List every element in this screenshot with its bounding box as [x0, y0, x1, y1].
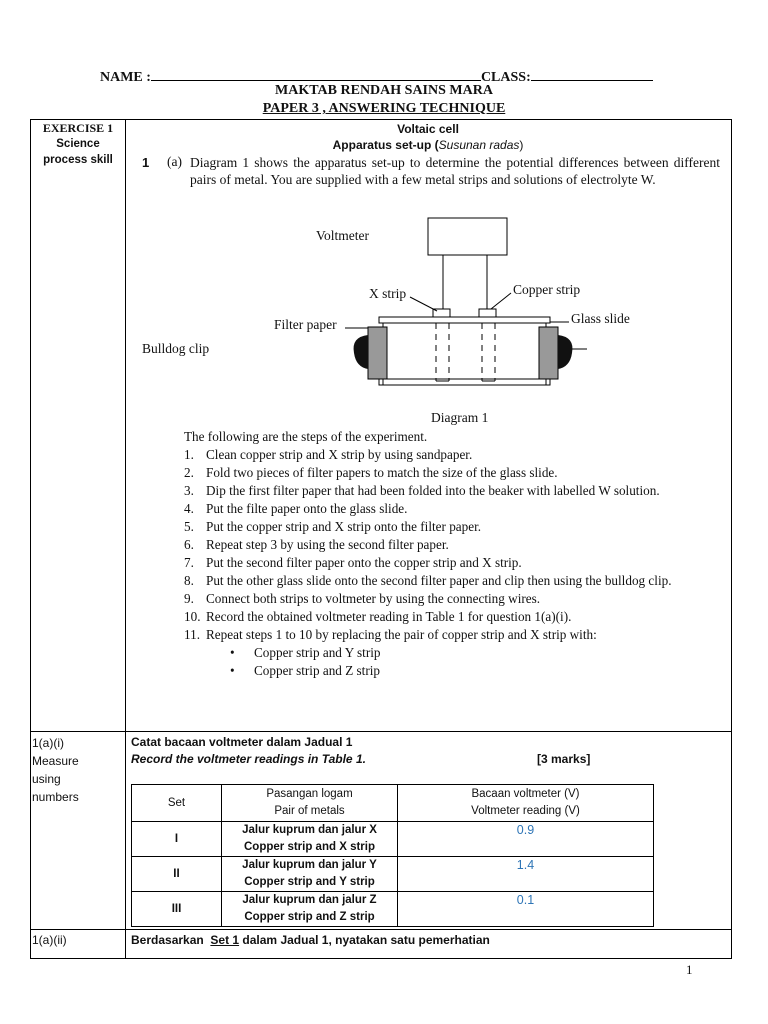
step-item: 6. Repeat step 3 by using the second filter paper.	[184, 537, 449, 552]
voltmeter-box	[428, 218, 507, 255]
step-item: 5. Put the copper strip and X strip onto the filter paper.	[184, 519, 482, 534]
row-pair: Jalur kuprum dan jalur X Copper strip and X strip	[222, 822, 398, 857]
subtitle-ms: Susunan radas	[438, 138, 520, 152]
row-reading[interactable]	[398, 892, 654, 927]
skill-line-2: process skill	[43, 154, 113, 166]
reading-value[interactable]: 1.4	[516, 858, 535, 872]
glass-slide-label: Glass slide	[571, 311, 630, 326]
table-left-border	[30, 119, 31, 958]
q1ai-code: 1(a)(i)	[32, 736, 64, 750]
step-text: Put the other glass slide onto the second filter paper and clip then using the bulldog clip.	[206, 573, 672, 588]
table-row	[132, 857, 654, 892]
q1ai-instruction-en: Record the voltmeter readings in Table 1.	[131, 752, 366, 766]
bullet-text: Copper strip and Y strip	[254, 645, 381, 660]
paper-title: PAPER 3 , ANSWERING TECHNIQUE	[262, 101, 506, 116]
school-title: MAKTAB RENDAH SAINS MARA	[275, 83, 493, 98]
left-clip-plate	[368, 327, 387, 379]
bulldog-clip-label: Bulldog clip	[142, 341, 210, 356]
top-glass-slide	[379, 317, 550, 323]
step-item: 11. Repeat steps 1 to 10 by replacing the pair of copper strip and X strip with:	[184, 627, 597, 642]
right-clip-plate	[539, 327, 558, 379]
step-item: 4. Put the filte paper onto the glass slide.	[184, 501, 408, 516]
q1ai-skill-cell	[32, 734, 124, 806]
q1aii-code: 1(a)(ii)	[32, 933, 67, 947]
bullet-text: Copper strip and Z strip	[254, 663, 380, 678]
table-row-divider-2	[30, 929, 732, 930]
q1aii-set-ref: Set 1	[210, 933, 240, 947]
step-item: 9. Connect both strips to voltmeter by using the connecting wires.	[184, 591, 541, 606]
subtitle-en: Apparatus set-up (	[332, 138, 439, 152]
q1aii-prefix: Berdasarkan	[131, 933, 204, 947]
section-subtitle	[125, 138, 731, 152]
q1aii-suffix: dalam Jadual 1, nyatakan satu pemerhatian	[242, 933, 490, 947]
page-number: 1	[686, 962, 693, 977]
q1ai-skill-1: Measure	[32, 754, 79, 768]
name-blank	[151, 66, 481, 81]
row-reading[interactable]	[398, 822, 654, 857]
q1ai-marks: [3 marks]	[537, 752, 591, 766]
subtitle-close: )	[519, 138, 524, 152]
step-item: 8. Put the other glass slide onto the second filter paper and clip then using the bulldog clip.	[184, 572, 724, 590]
filter-paper-body	[383, 323, 546, 385]
step-item: 1. Clean copper strip and X strip by using sandpaper.	[184, 447, 473, 462]
skill-line-1: Science	[56, 138, 100, 150]
row-pair: Jalur kuprum dan jalur Y Copper strip and Y strip	[222, 857, 398, 892]
question-text-body: Diagram 1 shows the apparatus set-up to determine the potential differences between different pairs of metal. You are supplied with a few metal strips and solutions of electrolyte W.	[190, 155, 720, 187]
x-strip-label: X strip	[369, 286, 407, 301]
table-row	[132, 892, 654, 927]
step-text: Dip the first filter paper that had been folded into the beaker with labelled W solution.	[206, 483, 660, 498]
right-clip-handle	[558, 335, 572, 369]
row-set: III	[132, 892, 222, 927]
header-pair: Pasangan logam Pair of metals	[222, 785, 398, 822]
exercise-cell	[32, 121, 124, 168]
step-item: 10. Record the obtained voltmeter reading in Table 1 for question 1(a)(i).	[184, 609, 572, 624]
step-item: 3. Dip the first filter paper that had been folded into the beaker with labelled W solution.	[184, 482, 724, 500]
class-blank	[531, 66, 653, 81]
table-right-border	[731, 119, 732, 958]
copper-strip-label: Copper strip	[513, 282, 581, 297]
q1aii-instruction	[131, 933, 490, 947]
left-clip-handle	[354, 335, 368, 369]
question-text	[190, 154, 720, 188]
filter-paper-label: Filter paper	[274, 317, 337, 332]
row-set: II	[132, 857, 222, 892]
bullet-item: • Copper strip and Y strip	[230, 645, 381, 660]
exercise-label: EXERCISE 1	[42, 121, 114, 135]
voltaic-cell-diagram	[125, 215, 731, 430]
reading-value[interactable]: 0.9	[516, 823, 535, 837]
experiment-steps	[184, 428, 724, 680]
section-title: Voltaic cell	[397, 122, 459, 136]
bullet-item: • Copper strip and Z strip	[230, 663, 380, 678]
table-bottom-border	[30, 958, 732, 959]
header-set: Set	[132, 785, 222, 822]
step-text: Record the obtained voltmeter reading in Table 1 for question 1(a)(i).	[206, 609, 572, 624]
header-reading: Bacaan voltmeter (V) Voltmeter reading (V)	[398, 785, 654, 822]
step-text: Repeat steps 1 to 10 by replacing the pair of copper strip and X strip with:	[206, 627, 597, 642]
step-text: Put the second filter paper onto the copper strip and X strip.	[206, 555, 522, 570]
table-row-divider-1	[30, 731, 732, 732]
steps-intro: The following are the steps of the experiment.	[184, 429, 428, 444]
step-item: 7. Put the second filter paper onto the copper strip and X strip.	[184, 555, 522, 570]
step-text: Clean copper strip and X strip by using sandpaper.	[206, 447, 473, 462]
name-label: NAME :	[100, 70, 151, 85]
diagram-caption: Diagram 1	[431, 410, 489, 425]
row-set: I	[132, 822, 222, 857]
q1ai-skill-3: numbers	[32, 790, 79, 804]
voltmeter-label: Voltmeter	[316, 228, 369, 243]
step-text: Fold two pieces of filter papers to match the size of the glass slide.	[206, 465, 558, 480]
step-text: Repeat step 3 by using the second filter paper.	[206, 537, 449, 552]
row-reading[interactable]	[398, 857, 654, 892]
class-label: CLASS:	[480, 70, 531, 85]
step-item: 2. Fold two pieces of filter papers to match the size of the glass slide.	[184, 465, 558, 480]
step-text: Put the copper strip and X strip onto the filter paper.	[206, 519, 482, 534]
voltmeter-readings-table	[131, 784, 654, 927]
table-top-border	[30, 119, 732, 120]
q1ai-skill-2: using	[32, 772, 61, 786]
table-header-row	[132, 785, 654, 822]
question-part: (a)	[167, 154, 182, 169]
reading-value[interactable]: 0.1	[516, 893, 535, 907]
row-pair: Jalur kuprum dan jalur Z Copper strip and Z strip	[222, 892, 398, 927]
step-text: Put the filte paper onto the glass slide.	[206, 501, 408, 516]
question-number: 1	[142, 155, 150, 170]
step-text: Connect both strips to voltmeter by using the connecting wires.	[206, 591, 541, 606]
bottom-glass-slide	[379, 379, 550, 385]
copper-strip-top	[479, 309, 496, 317]
table-row	[132, 822, 654, 857]
q1ai-instruction-ms: Catat bacaan voltmeter dalam Jadual 1	[131, 735, 353, 749]
